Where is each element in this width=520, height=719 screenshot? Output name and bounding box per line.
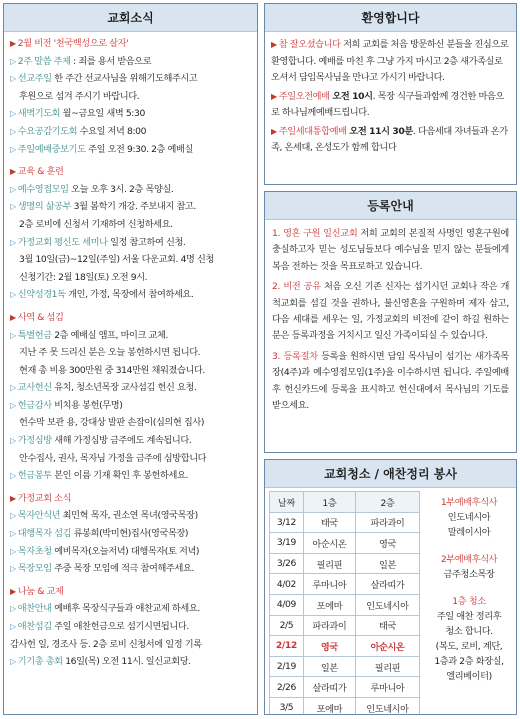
news-line [10,309,252,327]
news-item-text: 3월 봄학기 개강. 주보내지 참고. [71,201,196,213]
news-line [10,327,252,345]
news-line [10,560,252,578]
triangle-outline-icon: ▷ [10,511,16,521]
triangle-outline-icon: ▷ [10,109,16,119]
table-cell: 아순시온 [355,636,419,657]
news-item-label: 교사헌신 [17,382,52,394]
news-item-text: 일정 참고하여 신청. [107,236,186,248]
news-item-text: 안수집사, 권사, 목자님 가정을 금주에 심방합니다 [19,452,207,464]
table-cell: 파라과이 [303,615,355,636]
welcome-item-text: . 목장 식구들과함께 경건한 마음으로 하나님께예배드립니다. [271,90,504,118]
news-line [10,70,252,88]
news-line [10,467,252,485]
news-line [10,234,252,252]
table-cell: 포에마 [303,697,355,715]
news-line [10,141,252,159]
cleaning-note-line: 인도네시아 [447,512,491,523]
table-cell: 영국 [303,636,355,657]
triangle-outline-icon: ▷ [10,529,16,539]
table-cell: 인도네시아 [355,594,419,615]
news-line [10,53,252,71]
table-cell: 포에마 [303,594,355,615]
news-line [10,618,252,636]
table-cell: 인도네시아 [355,697,419,715]
triangle-outline-icon: ▷ [10,144,16,154]
cleaning-note-line: 말레이시아 [447,527,491,538]
news-item-label: 수요공감기도회 [17,125,78,137]
news-item-label: 생명의 삶공부 [17,201,72,213]
registration-body [265,220,516,414]
table-cell: 루마니아 [355,677,419,698]
table-row [270,615,420,636]
news-line [10,88,252,106]
cleaning-note-line: 금주청소목장 [443,569,495,580]
table-header-cell: 1층 [303,492,355,513]
news-section-heading: 나눔 & 교제 [17,585,64,597]
news-item-label: 예수영접모임 [17,183,69,195]
cleaning-note-group [426,495,512,540]
triangle-outline-icon: ▷ [10,546,16,556]
cleaning-schedule-table [269,491,420,715]
registration-item-text: 처음 오신 기존 신자는 섬기시던 교회나 작은 개척교회를 섬길 것을 권하나, 불신영혼을 구원하며 제자 삼고, 다음 세대를 세우는 일, 가정교회의 비전에 같이 하길 원하는 분은 등록과정을 거치시고 일신 가족이되실 수 있습니다. [272,281,510,342]
news-item-text: 헌수막 보관 용, 강대상 발판 손잡이(심의현 집사) [19,417,205,429]
news-line [10,269,252,287]
table-header-cell: 날짜 [270,492,304,513]
news-item-text: 유치, 청소년목장 교사섬김 헌신 요청. [51,382,197,394]
table-cell: 파라과이 [355,512,419,533]
news-item-label: 선교주일 [17,73,52,85]
table-cell: 3/5 [270,697,304,715]
news-item-text: 신청기간: 2월 18일(토) 오전 9시. [19,271,148,283]
triangle-outline-icon: ▷ [10,56,16,66]
news-line [10,362,252,380]
news-item-text: 16일(목) 오전 11시. 일신교회당. [62,656,191,668]
table-cell: 살라띠가 [303,677,355,698]
triangle-outline-icon: ▷ [10,383,16,393]
welcome-item-label: 참 잘오셨습니다 [278,39,341,50]
welcome-title: 환영합니다 [265,4,516,32]
registration-item-label: 등록절차 [283,350,318,362]
news-line [10,181,252,199]
news-item-text: 후원으로 섬겨 주시기 바랍니다. [19,90,140,102]
news-item-text: 지난 주 못 드리신 분은 오늘 봉헌하시면 됩니다. [19,347,201,359]
welcome-item-text: 저희 교회를 처음 방문하신 분들을 진심으로 환영합니다. 예배를 마친 후 그냥 가지 마시고 2층 새가족실로 오셔서 담임목사님을 만나고 가시기 바랍니다. [271,39,509,83]
table-cell: 3/19 [270,533,304,554]
cleaning-note-line: 1층과 2층 화장실, [434,656,504,667]
triangle-outline-icon: ▷ [10,237,16,247]
right-column [264,3,517,715]
table-cell: 태국 [303,512,355,533]
table-cell: 3/12 [270,512,304,533]
table-row [270,553,420,574]
triangle-outline-icon: ▷ [10,202,16,212]
cleaning-title: 교회청소 / 애찬정리 봉사 [265,460,516,488]
welcome-item-text: . 다음세대 자녀들과 온가족, 온세대, 온성도가 함께 합니다 [271,125,508,153]
news-line [10,216,252,234]
news-item-text: : 죄를 용서 받음으로 [70,55,152,67]
table-cell: 살라띠가 [355,574,419,595]
triangle-bullet-icon: ▶ [271,40,277,49]
table-header-cell: 2층 [355,492,419,513]
welcome-item [271,89,511,122]
table-row [270,512,420,533]
news-line [10,163,252,181]
news-item-text: 류봉희(박미현)집사(영국목장) [71,528,189,540]
news-item-label: 2주 말씀 주제 [17,55,71,67]
welcome-item [271,37,511,87]
news-line [10,432,252,450]
registration-item-number: 2. [272,281,281,293]
cleaning-note-group [426,552,512,582]
news-item-label: 헌금봉투 [17,470,52,482]
news-line [10,600,252,618]
news-line [10,344,252,362]
table-cell: 아순시온 [303,533,355,554]
cleaning-note-line: 엘리베이터) [446,671,492,682]
news-item-label: 목자안식년 [17,510,61,522]
triangle-outline-icon: ▷ [10,436,16,446]
news-item-label: 새벽기도회 [17,108,61,120]
cleaning-note-title: 2부예배후식사 [440,554,498,565]
news-line [10,414,252,432]
table-row [270,636,420,657]
news-line [10,450,252,468]
table-cell: 필리핀 [303,553,355,574]
registration-item-number: 1. [272,228,281,239]
news-line [10,397,252,415]
church-news-title: 교회소식 [4,4,257,32]
news-line [10,490,252,508]
news-item-text: 2층 예배실 앰프, 마이크 교체. [51,329,168,341]
table-row [270,574,420,595]
triangle-outline-icon: ▷ [10,604,16,614]
news-item-label: 대행목자 섬김 [17,528,72,540]
news-item-label: 주일예배중보기도 [17,143,86,155]
cleaning-note-title: 1층 청소 [452,596,486,607]
news-line [10,35,252,53]
news-line [10,105,252,123]
welcome-item-time: 오전 10시 [329,90,373,102]
news-section-heading: 교육 & 훈련 [17,166,64,178]
welcome-item-label: 주일세대통합예배 [278,125,347,137]
news-line [10,583,252,601]
news-line [10,543,252,561]
cleaning-note-line: 주일 애찬 정리후 [436,611,502,622]
news-line [10,507,252,525]
news-item-label: 가정교회 평신도 세미나 [17,236,108,248]
triangle-bullet-icon: ▶ [10,39,16,48]
registration-item [272,279,509,345]
news-line [10,653,252,671]
news-line [10,251,252,269]
news-item-text: 예배후 목장식구들과 애찬교제 하세요. [51,603,200,615]
table-cell: 일본 [303,656,355,677]
cleaning-note-group [426,594,512,684]
welcome-item-time: 오전 11시 30분 [346,125,413,137]
triangle-outline-icon: ▷ [10,74,16,84]
registration-item-number: 3. [272,350,281,362]
news-item-label: 애찬안내 [17,603,52,615]
welcome-item [271,124,511,157]
cleaning-note-line: 청소 합니다. [445,626,493,637]
church-news-list [4,32,257,671]
table-header-row [270,492,420,513]
table-cell: 영국 [355,533,419,554]
news-item-text: 새해 가정심방 금주에도 계속됩니다. [51,435,192,447]
news-item-text: 현재 총 비용 300만원 중 314만원 채워졌습니다. [19,364,205,376]
news-item-label: 기기총 총회 [17,656,63,668]
news-item-label: 가정심방 [17,435,52,447]
news-item-text: 최민혁 목자, 권소연 목녀(영국목장) [60,510,198,522]
news-item-text: 예비목자(오늘저녁) 대행목자(토 저녁) [51,545,200,557]
news-section-heading: 가정교회 소식 [17,492,72,504]
news-item-label: 애찬섬김 [17,621,52,632]
triangle-bullet-icon: ▶ [10,167,16,177]
registration-title: 등록안내 [265,192,516,220]
table-row [270,677,420,698]
triangle-outline-icon: ▷ [10,471,16,481]
news-item-label: 헌금감사 [17,399,52,411]
news-section-heading: 2월 비전 '천국백성으로 살자' [17,38,129,49]
table-cell: 2/26 [270,677,304,698]
registration-item [272,349,509,415]
cleaning-notes [420,491,512,715]
triangle-outline-icon: ▷ [10,400,16,410]
news-item-text: 3월 10일(금)~12일(주일) 서울 다운교회. 4명 신청 [19,254,214,266]
table-cell: 태국 [355,615,419,636]
cleaning-note-title: 1부예배후식사 [440,497,498,508]
registration-item-text: 등록을 원하시면 담임 목사님이 섬기는 새가족목장(4주)과 예수영접모임(1주)을 이수하시면 됩니다. 주일예배후 헌신카드에 등록을 표시하고 헌신대에서 목사님의 기도를 받으세요. [272,350,509,412]
welcome-item-label: 주일오전예배 [278,90,330,102]
table-cell: 2/19 [270,656,304,677]
news-item-label: 신약성경1독 [17,289,66,301]
table-row [270,656,420,677]
news-item-text: 월~금요일 새벽 5:30 [60,108,145,120]
registration-item-label: 비전 공유 [283,281,321,293]
news-item-text: 주중 목장 모임에 적극 참여해주세요. [51,563,194,575]
table-row [270,533,420,554]
table-row [270,594,420,615]
triangle-outline-icon: ▷ [10,657,16,667]
triangle-bullet-icon: ▶ [10,312,16,322]
triangle-outline-icon: ▷ [10,184,16,194]
table-cell: 3/26 [270,553,304,574]
news-line [10,198,252,216]
table-cell: 4/09 [270,594,304,615]
cleaning-panel [264,459,517,715]
registration-panel [264,191,517,453]
triangle-bullet-icon: ▶ [10,586,16,596]
news-item-text: 주일 오전 9:30. 2층 예배실 [85,143,193,155]
news-line [10,123,252,141]
table-cell: 2/12 [270,636,304,657]
triangle-outline-icon: ▷ [10,126,16,136]
table-cell: 필리핀 [355,656,419,677]
news-item-text: 2층 로비에 신청서 기재하여 신청하세요. [19,218,173,230]
news-item-label: 특별헌금 [17,329,52,341]
triangle-bullet-icon: ▶ [10,493,16,503]
triangle-outline-icon: ▷ [10,622,16,631]
news-item-text: 본인 이름 기재 확인 후 봉헌하세요. [51,470,188,482]
news-line [10,636,252,654]
table-cell: 2/5 [270,615,304,636]
cleaning-note-line: (복도, 로비, 계단, [435,641,503,652]
triangle-outline-icon: ▷ [10,290,16,300]
news-item-label: 목자초청 [17,545,52,557]
news-item-text: 한 주간 선교사님을 위해기도해주시고 [51,73,198,85]
registration-item [272,226,509,275]
table-row [270,697,420,715]
news-item-text: 오늘 오후 3시. 2층 목양실. [68,183,174,195]
welcome-list [265,32,516,157]
welcome-panel [264,3,517,185]
news-item-label: 목장모임 [17,563,52,575]
news-item-text: 감사헌 일, 경조사 등. 2층 로비 신청서에 일정 기록 [10,638,202,650]
news-item-text: 개인, 가정, 목장에서 참여하세요. [65,289,194,301]
table-cell: 루마니아 [303,574,355,595]
news-item-text: 비치용 봉헌(무명) [51,399,123,411]
news-line [10,286,252,304]
triangle-outline-icon: ▷ [10,564,16,574]
news-item-text: 주일 애찬헌금으로 섬기시면됩니다. [51,621,189,632]
triangle-bullet-icon: ▶ [271,91,277,101]
triangle-outline-icon: ▷ [10,330,16,340]
registration-item-label: 영혼 구원 일신교회 [283,228,358,239]
news-line [10,525,252,543]
news-section-heading: 사역 & 섬김 [17,311,64,323]
table-cell: 4/02 [270,574,304,595]
news-item-text: 수요일 저녁 8:00 [77,125,147,137]
registration-item-text: 저희 교회의 본질적 사명인 영혼구원에 충실하고자 믿는 성도님들보다 예수님을 믿지 않는 분들에게 복음 전하는 것을 목표로하고 있습니다. [272,228,510,272]
church-news-panel [3,3,258,715]
table-cell: 일본 [355,553,419,574]
triangle-bullet-icon: ▶ [271,126,277,136]
news-line [10,379,252,397]
